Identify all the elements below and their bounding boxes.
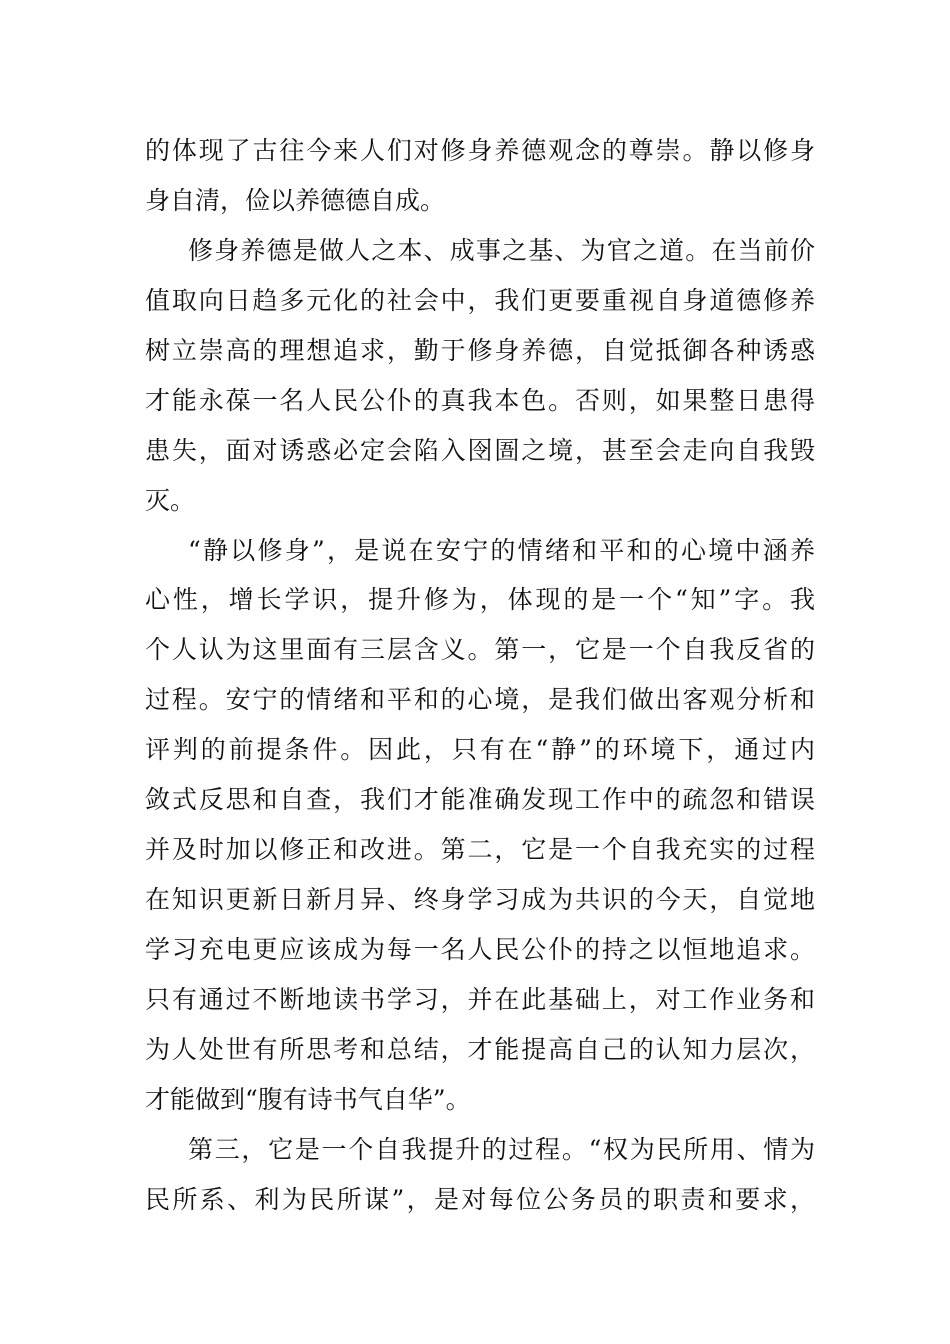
- text-line: 树立崇高的理想追求，勤于修身养德，自觉抵御各种诱惑: [145, 336, 815, 365]
- text-line: 为人处世有所思考和总结，才能提高自己的认知力层次，: [145, 1035, 815, 1064]
- text-line: 灭。: [145, 486, 196, 515]
- text-line: 修身养德是做人之本、成事之基、为官之道。在当前价: [188, 236, 815, 265]
- text-line: 才能做到“腹有诗书气自华”。: [145, 1085, 471, 1114]
- text-line: 才能永葆一名人民公仆的真我本色。否则，如果整日患得: [145, 386, 815, 415]
- text-line: 评判的前提条件。因此，只有在“静”的环境下，通过内: [145, 735, 815, 764]
- text-line: 过程。安宁的情绪和平和的心境，是我们做出客观分析和: [145, 685, 815, 714]
- text-line: 值取向日趋多元化的社会中，我们更要重视自身道德修养: [145, 286, 815, 315]
- text-line: 并及时加以修正和改进。第二，它是一个自我充实的过程: [145, 835, 815, 864]
- text-line: 民所系、利为民所谋”，是对每位公务员的职责和要求，: [145, 1185, 815, 1214]
- text-line: 敛式反思和自查，我们才能准确发现工作中的疏忽和错误: [145, 785, 815, 814]
- text-line: 身自清，俭以养德德自成。: [145, 186, 446, 215]
- text-line: 心性，增长学识，提升修为，体现的是一个“知”字。我: [145, 585, 815, 614]
- text-line: “静以修身”，是说在安宁的情绪和平和的心境中涵养: [188, 536, 815, 565]
- text-line: 在知识更新日新月异、终身学习成为共识的今天，自觉地: [145, 885, 815, 914]
- text-line: 第三，它是一个自我提升的过程。“权为民所用、情为: [188, 1135, 815, 1164]
- text-line: 只有通过不断地读书学习，并在此基础上，对工作业务和: [145, 985, 815, 1014]
- text-line: 学习充电更应该成为每一名人民公仆的持之以恒地追求。: [145, 935, 815, 964]
- text-line: 个人认为这里面有三层含义。第一，它是一个自我反省的: [145, 635, 815, 664]
- text-line: 患失，面对诱惑必定会陷入囹圄之境，甚至会走向自我毁: [145, 436, 815, 465]
- text-line: 的体现了古往今来人们对修身养德观念的尊崇。静以修身: [145, 136, 815, 165]
